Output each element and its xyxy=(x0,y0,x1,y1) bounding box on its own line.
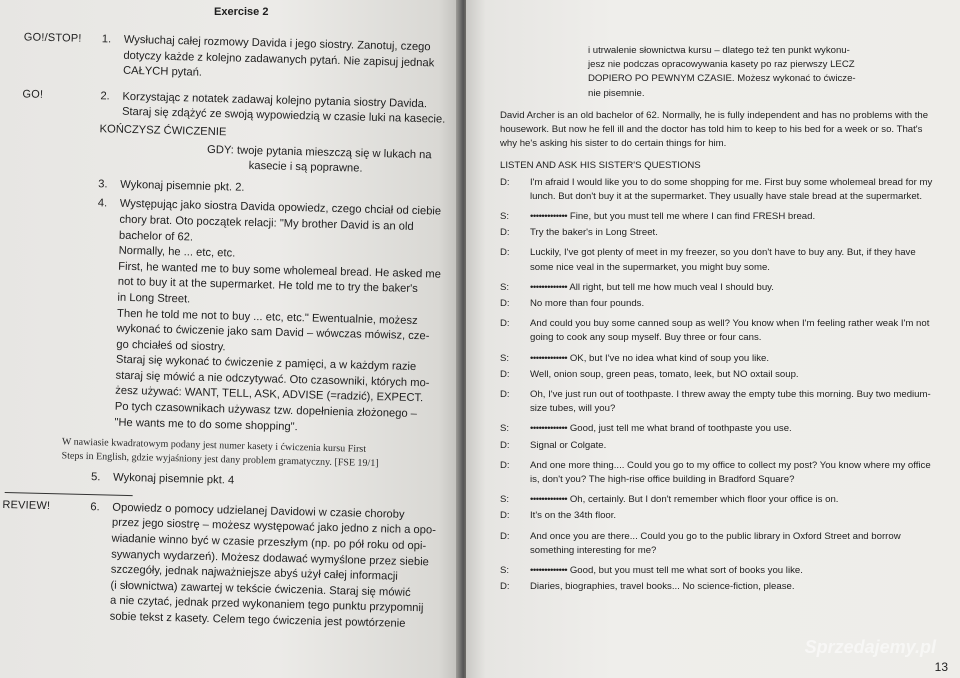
text-line: Wykonaj pisemnie pkt. 4 xyxy=(112,471,235,487)
text-line: sobie tekst z kasety. Celem tego ćwiczenia jest powtórzenie xyxy=(109,610,406,630)
gdy-line: GDY: twoje pytania mieszczą się w lukach na xyxy=(206,143,432,161)
dialogue-text xyxy=(530,439,940,453)
speaker-label: D: xyxy=(500,439,510,451)
dialogue-line xyxy=(500,422,940,436)
dialogue-line xyxy=(500,226,940,240)
speaker-label: D: xyxy=(500,368,510,380)
speaker-label: D: xyxy=(500,247,510,259)
dialogue-line xyxy=(500,368,940,382)
item-4-text xyxy=(114,197,446,439)
speaker-label: D: xyxy=(500,227,510,239)
text-line: Występując jako siostra Davida opowiedz, czego chciał od ciebie xyxy=(119,198,442,218)
dialogue-words: Diaries, biographies, travel books... No science-fiction, please. xyxy=(530,581,795,593)
speaker-label: S: xyxy=(500,211,510,223)
dialogue-text xyxy=(530,509,940,523)
intro-continued xyxy=(588,44,888,101)
dialogue-text xyxy=(530,564,940,578)
text-line: "He wants me to do some shopping". xyxy=(114,416,298,433)
dialogue-words: It's on the 34th floor. xyxy=(530,510,617,522)
text-line: wykonać to ćwiczenie jako sam David – wówczas mówisz, cze- xyxy=(116,322,430,343)
text-line: nie pisemnie. xyxy=(588,87,645,99)
dialogue xyxy=(500,176,940,595)
exercise-title: Exercise 2 xyxy=(214,6,269,18)
dialogue-text xyxy=(530,281,940,295)
text-line: żesz używać: WANT, TELL, ASK, ADVISE (=radzić), EXPECT. xyxy=(115,385,424,405)
gap-dots: ••••••••••••• xyxy=(530,494,568,506)
right-content xyxy=(500,44,940,595)
gap-dots: ••••••••••••• xyxy=(530,211,568,223)
dialogue-words: Luckily, I've got plenty of meet in my freezer, so you don't have to buy any. But, if they have some nice veal in the supermarket, you might buy some. xyxy=(530,247,916,273)
dialogue-text xyxy=(530,317,940,345)
text-line: dotyczy każde z kolejno zadawanych pytań. Nie zapisuj jednak xyxy=(123,49,435,69)
text-line: Staraj się zdążyć ze swoją wypowiedzią w czasie luki na kasecie. xyxy=(121,106,446,127)
gap-dots: ••••••••••••• xyxy=(530,281,568,293)
text-line: (i słownictwa) zawartej w tekście ćwiczenia. Staraj się mówić xyxy=(110,579,411,599)
dialogue-line xyxy=(500,388,940,416)
dialogue-line xyxy=(500,317,940,345)
dialogue-words: Oh, I've just run out of toothpaste. I threw away the empty tube this morning. Buy two medium-size tubes, will you? xyxy=(530,389,931,415)
dialogue-words: Signal or Colgate. xyxy=(530,439,607,451)
dialogue-words: And could you buy some canned soup as well? You know when I'm feeling rather weak I'm not going to cook any soup myself. Buy three or four cans. xyxy=(530,318,930,344)
story-paragraph: David Archer is an old bachelor of 62. Normally, he is fully independent and has no problems with the housework. But now he fell ill and the doctor has told him to keep to his bed for a week or so. That's why he's asking his sister to do certain things for him. xyxy=(500,109,929,150)
dialogue-text xyxy=(530,493,940,507)
text-line: Wykonaj pisemnie pkt. 2. xyxy=(120,178,245,194)
text-line: DOPIERO PO PEWNYM CZASIE. Możesz wykonać to ćwicze- xyxy=(588,73,856,85)
dialogue-words: Try the baker's in Long Street. xyxy=(530,227,658,239)
divider xyxy=(5,492,133,496)
dialogue-text xyxy=(530,580,940,594)
dialogue-line xyxy=(500,246,940,274)
dialogue-text xyxy=(530,297,940,311)
text-line: Opowiedz o pomocy udzielanej Davidowi w czasie choroby xyxy=(112,501,405,521)
dialogue-text xyxy=(530,352,940,366)
dialogue-text xyxy=(530,422,940,436)
item-6-text xyxy=(109,500,436,633)
item-number: 2. xyxy=(100,90,110,103)
text-line: szczegóły, jednak najważniejsze abyś użył całej informacji xyxy=(110,563,398,583)
footnote-line: W nawiasie kwadratowym podany jest numer kasety i ćwiczenia kursu First xyxy=(61,436,367,456)
dialogue-words: And once you are there... Could you go to the public library in Oxford Street and borrow something interesting for me? xyxy=(530,530,901,556)
text-line: Korzystając z notatek zadawaj kolejno pytania siostry Davida. xyxy=(122,90,428,110)
dialogue-line xyxy=(500,509,940,523)
text-line: Normally, he ... etc, etc. xyxy=(118,244,236,260)
speaker-label: S: xyxy=(500,423,510,435)
go-tag: GO! xyxy=(22,88,44,101)
gap-dots: ••••••••••••• xyxy=(530,352,568,364)
text-line: not to buy it at the supermarket. He told me to try the baker's xyxy=(117,276,418,296)
go-stop-tag: GO!/STOP! xyxy=(23,31,82,45)
text-line: przez jego siostrę – możesz występować jako jedno z nich a opo- xyxy=(111,517,437,537)
section-heading: LISTEN AND ASK HIS SISTER'S QUESTIONS xyxy=(500,160,701,172)
text-line: i utrwalenie słownictwa kursu – dlatego też ten punkt wykonu- xyxy=(588,45,850,56)
dialogue-words: OK, but I've no idea what kind of soup you like. xyxy=(569,352,769,364)
speaker-label: D: xyxy=(500,530,510,542)
speaker-label: D: xyxy=(500,318,510,330)
speaker-label: D: xyxy=(500,389,510,401)
speaker-label: D: xyxy=(500,581,510,593)
text-line: Po tych czasownikach używasz tzw. dopełnienia złożonego – xyxy=(114,400,418,421)
dialogue-text xyxy=(530,176,940,204)
dialogue-words: All right, but tell me how much veal I should buy. xyxy=(569,281,774,293)
dialogue-text xyxy=(530,226,940,240)
item-number: 1. xyxy=(101,33,112,46)
watermark: Sprzedajemy.pl xyxy=(804,637,936,657)
footnote-line: Steps in English, gdzie wyjaśniony jest dany problem gramatyczny. [FSE 19/1] xyxy=(61,450,379,470)
dialogue-text xyxy=(530,246,940,274)
dialogue-line xyxy=(500,352,940,366)
dialogue-line xyxy=(500,439,940,453)
speaker-label: S: xyxy=(500,494,510,506)
footnote xyxy=(61,436,440,473)
speaker-label: S: xyxy=(500,352,510,364)
dialogue-line xyxy=(500,493,940,507)
item-4 xyxy=(92,197,446,439)
dialogue-words: Good, just tell me what brand of toothpaste you use. xyxy=(569,423,792,435)
gap-dots: ••••••••••••• xyxy=(530,565,568,577)
text-line: CAŁYCH pytań. xyxy=(122,64,203,79)
text-line: chory brat. Oto początek relacji: "My brother David is an old xyxy=(119,213,414,233)
item-6 xyxy=(0,498,438,633)
gdy-line: kasecie i są poprawne. xyxy=(248,160,363,175)
dialogue-line xyxy=(500,297,940,311)
dialogue-line xyxy=(500,459,940,487)
speaker-label: D: xyxy=(500,298,510,310)
speaker-label: D: xyxy=(500,510,510,522)
item-number: 3. xyxy=(98,177,108,191)
gap-dots: ••••••••••••• xyxy=(530,423,568,435)
item-number: 6. xyxy=(90,500,100,514)
text-line: Staraj się wykonać to ćwiczenie z pamięci, a w każdym razie xyxy=(115,353,417,374)
dialogue-words: Oh, certainly. But I don't remember which floor your office is on. xyxy=(569,494,839,506)
dialogue-line xyxy=(500,564,940,578)
page-number: 13 xyxy=(934,660,948,674)
speaker-label: D: xyxy=(500,459,510,471)
dialogue-text xyxy=(530,210,940,224)
left-content xyxy=(0,30,450,633)
item-number: 5. xyxy=(90,471,101,484)
text-line: wiadanie winno być w czasie przeszłym (np. po pół roku od opi- xyxy=(111,532,427,553)
right-page xyxy=(466,0,960,678)
dialogue-line xyxy=(500,580,940,594)
item-1 xyxy=(9,30,450,88)
item-2 xyxy=(8,87,449,129)
text-line: Wysłuchaj całej rozmowy Davida i jego siostry. Zanotuj, czego xyxy=(123,33,431,54)
dialogue-line xyxy=(500,210,940,224)
dialogue-words: Fine, but you must tell me where I can find FRESH bread. xyxy=(569,211,816,223)
item-number: 4. xyxy=(97,197,108,210)
speaker-label: S: xyxy=(500,281,510,293)
text-line: Then he told me not to buy ... etc, etc." Ewentualnie, możesz xyxy=(116,307,418,327)
text-line: jesz nie podczas opracowywania kasety po raz pierwszy LECZ xyxy=(588,59,855,71)
dialogue-line xyxy=(500,530,940,558)
text-line: First, he wanted me to buy some wholemeal bread. He asked me xyxy=(118,260,442,281)
text-line: go chciałeś od siostry. xyxy=(116,338,226,354)
speaker-label: D: xyxy=(500,176,510,188)
dialogue-text xyxy=(530,459,940,487)
dialogue-words: Good, but you must tell me what sort of books you like. xyxy=(569,565,803,577)
dialogue-words: No more than four pounds. xyxy=(530,298,645,310)
text-line: bachelor of 62. xyxy=(118,229,194,244)
dialogue-words: I'm afraid I would like you to do some shopping for me. First buy some wholemeal bread for my lunch. But don't buy it at the supermarket. They usually have stale bread at the supermarket. xyxy=(530,176,933,202)
dialogue-text xyxy=(530,388,940,416)
dialogue-line xyxy=(500,176,940,204)
text-line: a nie czytać, jednak przed wykonaniem tego punktu przypomnij xyxy=(109,595,424,615)
review-tag: REVIEW! xyxy=(2,498,51,512)
dialogue-words: Well, onion soup, green peas, tomato, leek, but NO oxtail soup. xyxy=(530,368,799,380)
dialogue-words: And one more thing.... Could you go to my office to collect my post? You know where my office is, don't you? The high-rise office building in Bradford Square? xyxy=(530,459,931,486)
dialogue-text xyxy=(530,368,940,382)
left-page xyxy=(0,0,462,678)
dialogue-line xyxy=(500,281,940,295)
dialogue-text xyxy=(530,530,940,558)
konczysz-cwiczenie: KOŃCZYSZ ĆWICZENIE xyxy=(99,123,227,139)
text-line: in Long Street. xyxy=(117,291,191,306)
speaker-label: S: xyxy=(500,565,510,577)
text-line: staraj się mówić a nie odczytywać. Oto czasowniki, których mo- xyxy=(115,369,430,390)
text-line: sywanych wydarzeń). Możesz dodawać wymyślone przez siebie xyxy=(111,548,430,569)
